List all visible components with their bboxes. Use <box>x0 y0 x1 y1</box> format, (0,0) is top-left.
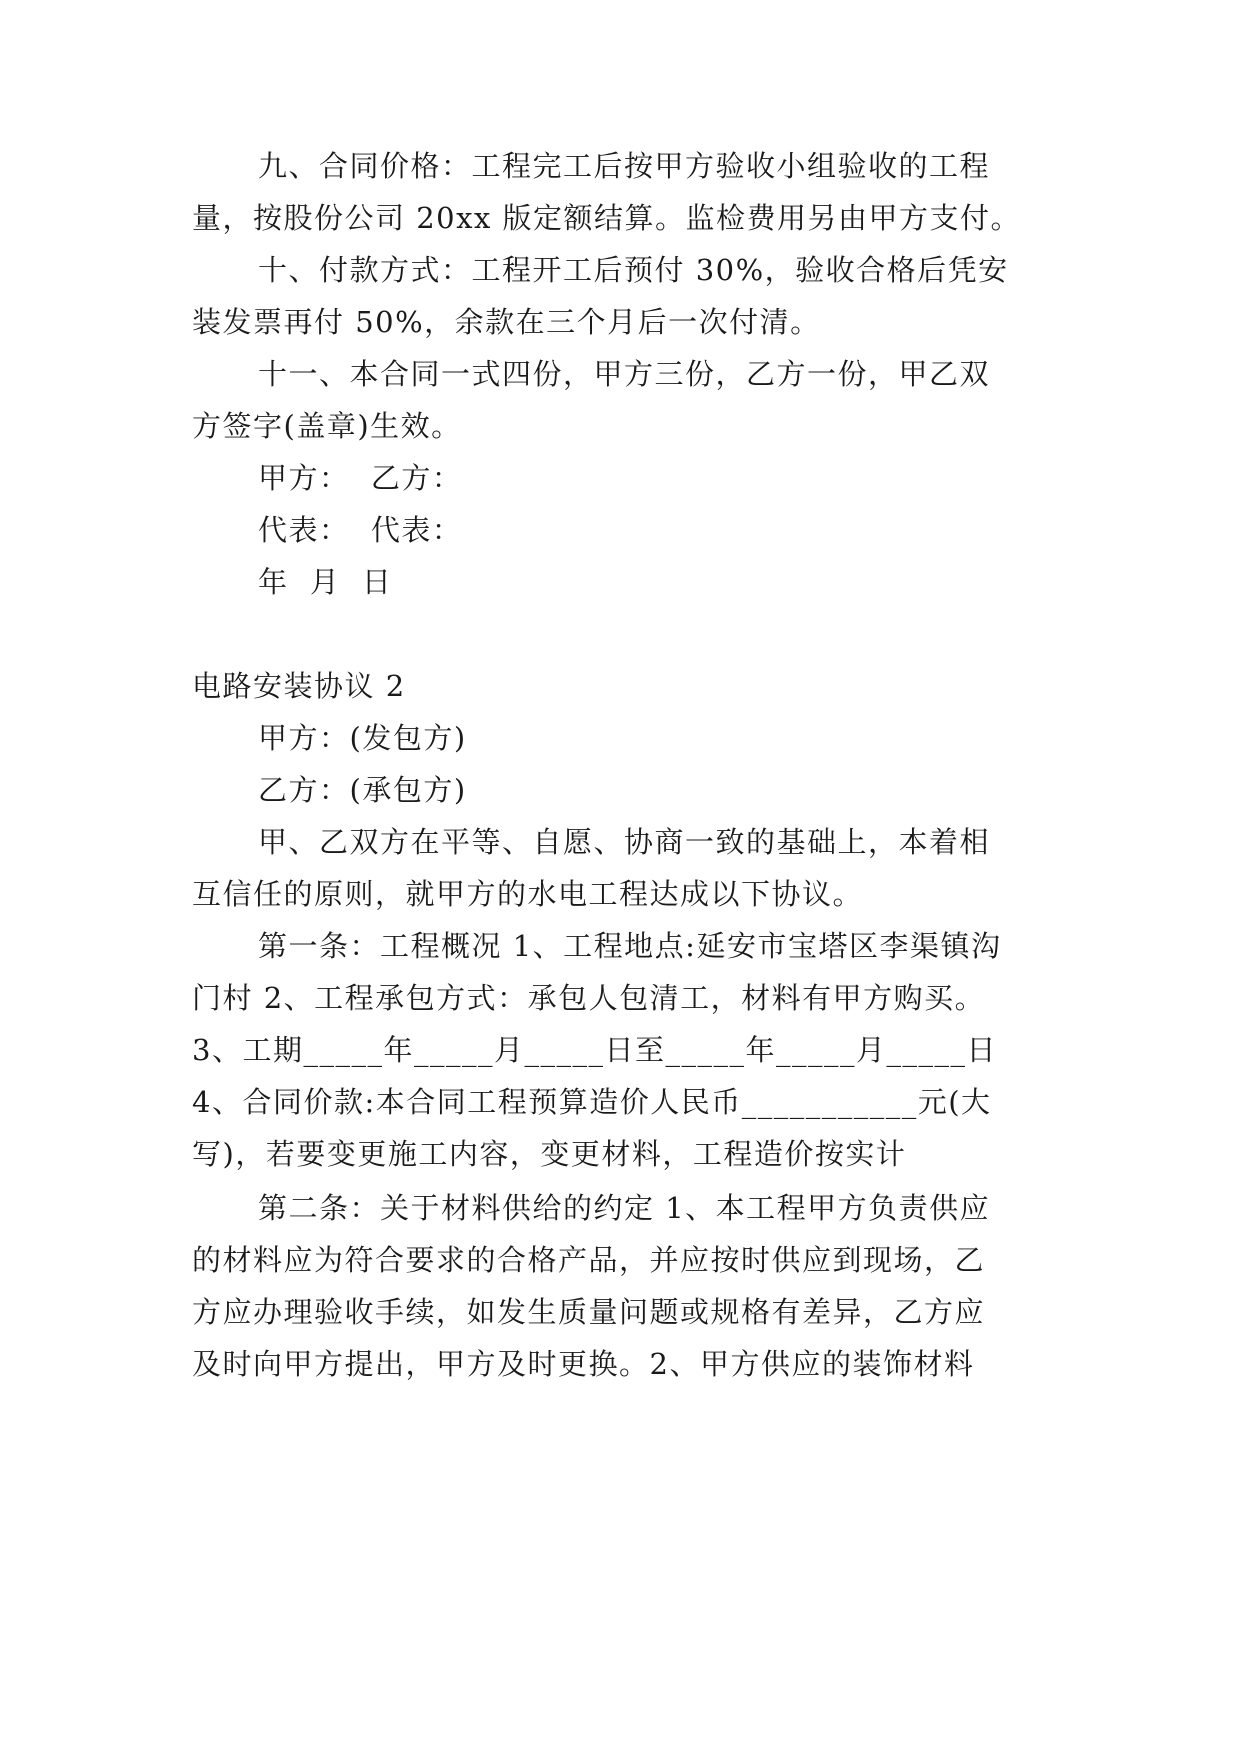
preamble-line-2: 互信任的原则，就甲方的水电工程达成以下协议。 <box>192 877 864 911</box>
party-a: 甲方：(发包方) <box>258 721 467 755</box>
preamble-line-1: 甲、乙双方在平等、自愿、协商一致的基础上，本着相 <box>258 825 991 859</box>
article-1-line-4: 4、合同价款:本合同工程预算造价人民币___________元(大 <box>192 1085 992 1119</box>
signature-parties: 甲方： 乙方： <box>258 461 463 495</box>
article-2-line-2: 的材料应为符合要求的合格产品，并应按时供应到现场，乙 <box>192 1243 986 1277</box>
article-1-line-3: 3、工期_____年_____月_____日至_____年_____月_____日 <box>192 1033 997 1067</box>
article-1-line-2: 门村 2、工程承包方式：承包人包清工，材料有甲方购买。 <box>192 981 986 1015</box>
clause-10-line-1: 十、付款方式：工程开工后预付 30%，验收合格后凭安 <box>258 253 1009 287</box>
signature-representatives: 代表： 代表： <box>258 513 463 547</box>
signature-date: 年 月 日 <box>258 565 393 599</box>
article-2-line-4: 及时向甲方提出，甲方及时更换。2、甲方供应的装饰材料 <box>192 1347 975 1381</box>
clause-11-line-1: 十一、本合同一式四份，甲方三份，乙方一份，甲乙双 <box>258 357 991 391</box>
section-title: 电路安装协议 2 <box>192 669 406 703</box>
clause-10-line-2: 装发票再付 50%，余款在三个月后一次付清。 <box>192 305 821 339</box>
article-2-line-3: 方应办理验收手续，如发生质量问题或规格有差异，乙方应 <box>192 1295 986 1329</box>
article-2-line-1: 第二条：关于材料供给的约定 1、本工程甲方负责供应 <box>258 1191 991 1225</box>
party-b: 乙方：(承包方) <box>258 773 467 807</box>
clause-11-line-2: 方签字(盖章)生效。 <box>192 409 462 443</box>
article-1-line-1: 第一条：工程概况 1、工程地点:延安市宝塔区李渠镇沟 <box>258 929 1002 963</box>
clause-9-line-2: 量，按股份公司 20xx 版定额结算。监检费用另由甲方支付。 <box>192 201 1022 235</box>
clause-9-line-1: 九、合同价格：工程完工后按甲方验收小组验收的工程 <box>258 149 991 183</box>
article-1-line-5: 写)，若要变更施工内容，变更材料，工程造价按实计 <box>192 1137 907 1171</box>
